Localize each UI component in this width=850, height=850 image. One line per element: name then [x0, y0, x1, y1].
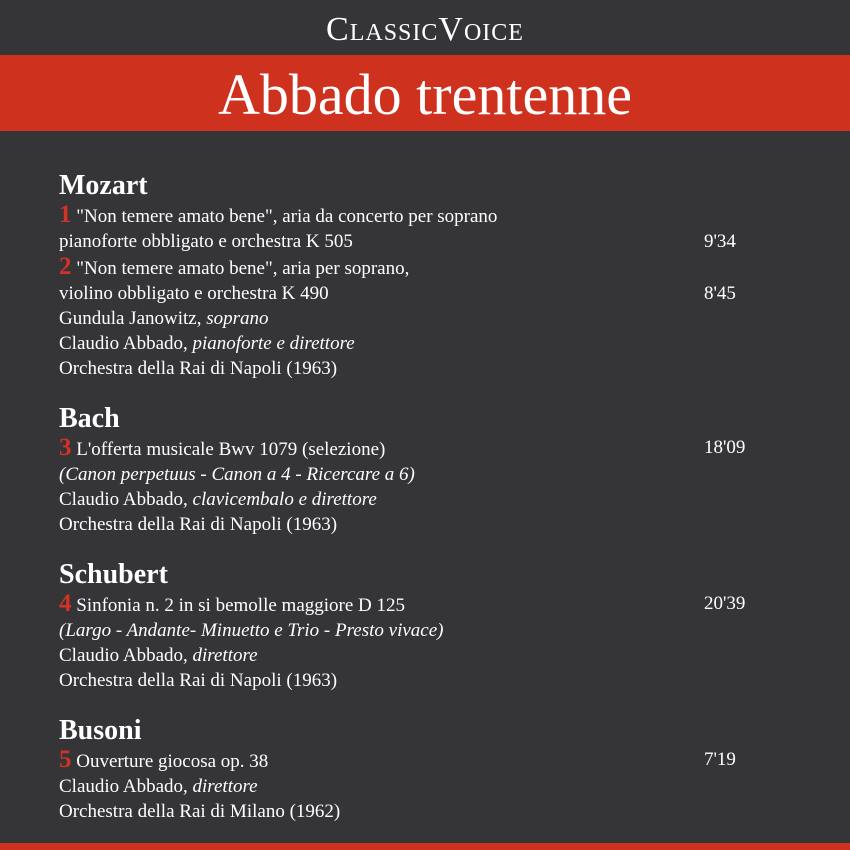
performer-role: pianoforte e direttore: [192, 333, 355, 354]
track-duration: 9'34: [704, 231, 736, 252]
brand-logo: ClassicVoice: [326, 11, 524, 48]
track-title: L'offerta musicale Bwv 1079 (selezione): [76, 439, 386, 460]
section-bach: [59, 403, 819, 537]
track-duration: 20'39: [704, 593, 746, 614]
track-duration: 18'09: [704, 437, 746, 458]
track-line: [59, 281, 819, 306]
section-mozart: [59, 170, 819, 381]
performer: [59, 774, 819, 799]
track-line: [59, 254, 819, 281]
track-number: 1: [59, 201, 72, 228]
track-title-cont: violino obbligato e orchestra K 490: [59, 283, 329, 304]
track-duration: 8'45: [704, 283, 736, 304]
track-line: [59, 435, 819, 462]
orchestra: Orchestra della Rai di Napoli (1963): [59, 358, 338, 379]
track-title: "Non temere amato bene", aria per soprano,: [76, 258, 410, 279]
performer-name: Gundula Janowitz,: [59, 308, 207, 329]
orchestra: Orchestra della Rai di Napoli (1963): [59, 670, 338, 691]
track-subtitle: (Largo - Andante- Minuetto e Trio - Presto vivace): [59, 620, 444, 641]
orchestra: Orchestra della Rai di Milano (1962): [59, 801, 341, 822]
performer: [59, 643, 819, 668]
performer: [59, 487, 819, 512]
performer-role: direttore: [192, 776, 258, 797]
orchestra: Orchestra della Rai di Napoli (1963): [59, 514, 338, 535]
track-title: "Non temere amato bene", aria da concerto per soprano: [76, 206, 498, 227]
track-subtitle: (Canon perpetuus - Canon a 4 - Ricercare a 6): [59, 464, 415, 485]
track-line: [59, 591, 819, 618]
performer: [59, 306, 819, 331]
performer-role: clavicembalo e direttore: [192, 489, 377, 510]
track-line: [59, 747, 819, 774]
track-line: [59, 202, 819, 229]
performer-name: Claudio Abbado,: [59, 333, 193, 354]
bottom-band: [0, 843, 850, 850]
composer-name: Busoni: [59, 715, 142, 746]
performer-role: soprano: [206, 308, 269, 329]
composer-name: Schubert: [59, 559, 168, 590]
performer-role: direttore: [192, 645, 258, 666]
composer-name: Mozart: [59, 170, 148, 201]
track-number: 5: [59, 746, 72, 773]
performer: [59, 331, 819, 356]
composer-name: Bach: [59, 403, 120, 434]
performer-name: Claudio Abbado,: [59, 645, 193, 666]
track-number: 2: [59, 253, 72, 280]
track-number: 3: [59, 434, 72, 461]
track-line: [59, 229, 819, 254]
track-title: Sinfonia n. 2 in si bemolle maggiore D 125: [76, 595, 406, 616]
track-number: 4: [59, 590, 72, 617]
section-busoni: [59, 715, 819, 824]
section-schubert: [59, 559, 819, 693]
performer-name: Claudio Abbado,: [59, 776, 193, 797]
track-title-cont: pianoforte obbligato e orchestra K 505: [59, 231, 353, 252]
performer-name: Claudio Abbado,: [59, 489, 193, 510]
track-title: Ouverture giocosa op. 38: [76, 751, 269, 772]
track-duration: 7'19: [704, 749, 736, 770]
tracklist: [59, 170, 819, 846]
album-title: Abbado trentenne: [218, 62, 632, 127]
